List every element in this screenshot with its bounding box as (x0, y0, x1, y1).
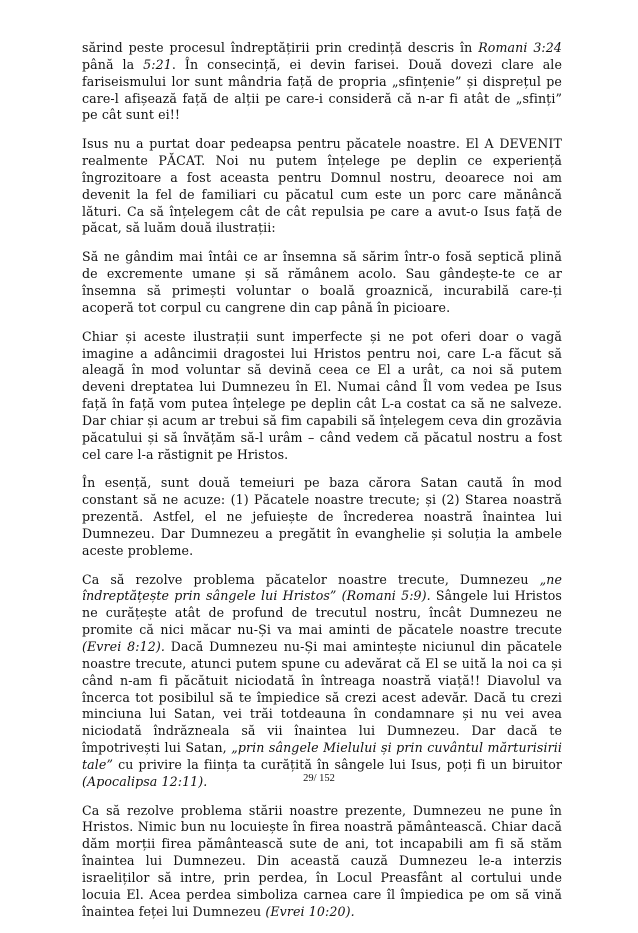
italic-citation: (Evrei 10:20). (265, 903, 355, 919)
italic-citation: Romani 3:24 (478, 40, 563, 55)
document-body (82, 40, 562, 933)
text-segment: Ca să rezolve problema stării noastre prezente, Dumnezeu ne pune în Hristos. Nimic bun nu locuiește în firea noastră pământească. Chiar dacă dăm morții firea pământească sute de ani, tot incapabili am fi să stăm înaintea lui Dumnezeu. Din această cauză Dumnezeu le-a interzis israeliților să intre, prin perdea, în Locul Preasfânt al cortului unde locuia El. Acea perdea simboliza carnea care îl împiedica pe om să vină înaintea feței lui Dumnezeu (82, 802, 562, 919)
text-segment: Dacă Dumnezeu nu-Și mai amintește niciunul din păcatele noastre trecute, atunci putem spune cu adevărat că El se uită la noi ca și când n-am fi păcătuit niciodată în întreaga noastră viață!! Diavolul va încerca tot posibilul să te împiedice să crezi acest adevăr. Dacă tu crezi minciuna lui Satan, vei trăi totdeauna în condamnare și nu vei avea niciodată îndrăzneala să vii înaintea lui Dumnezeu. Dar dacă te împotrivești lui Satan, (82, 639, 562, 756)
paragraph-5 (82, 475, 562, 559)
italic-citation: „ne îndreptățește prin sângele lui Hristos” (Romani 5:9). (82, 571, 562, 604)
text-segment: Să ne gândim mai întâi ce ar însemna să sărim într-o fosă septică plină de excremente umane și să rămânem acolo. Sau gândește-te ce ar însemna să primești voluntar o boală groaznică, incurabilă care-ți acoperă tot corpul cu cangrene din cap până în picioare. (82, 249, 562, 315)
italic-citation: (Apocalipsa 12:11). (82, 773, 208, 789)
text-segment: sărind peste procesul îndreptățirii prin credință descris în (82, 40, 479, 55)
italic-citation: „prin sângele Mielului și prin cuvântul mărturisirii tale” (82, 740, 562, 772)
paragraph-6 (82, 572, 562, 791)
text-segment: Sângele lui Hristos ne curățește atât de profund de trecutul nostru, încât Dumnezeu ne promite că nici măcar nu-Și va mai aminti de păcatele noastre trecute (82, 588, 562, 638)
text-segment: Isus nu a purtat doar pedeapsa pentru păcatele noastre. El A DEVENIT realmente PĂCAT. Noi nu putem înțelege pe deplin ce experiență îngrozitoare a fost aceasta pentru Domnul nostru, deoarece noi am devenit la fel de familiari cu păcatul cum este un porc care mănâncă lături. Ca să înțelegem cât de cât repulsia pe care a avut-o Isus față de păcat, să luăm două ilustrații: (82, 136, 562, 236)
text-segment: până la (82, 56, 144, 72)
text-segment: Chiar și aceste ilustrații sunt imperfecte și ne pot oferi doar o vagă imagine a adâncimii dragostei lui Hristos pentru noi, care L-a făcut să aleagă în mod voluntar să devină ceea ce El a urât, ca noi să putem deveni dreptatea lui Dumnezeu în El. Numai când Îl vom vedea pe Isus față în față vom putea înțelege pe deplin cât L-a costat ca să ne salveze. Dar chiar și acum ar trebui să fim capabili să înțelegem ceva din grozăvia păcatului și să învățăm să-l urâm – când vedem că păcatul nostru a fost cel care l-a răstignit pe Hristos. (82, 328, 562, 462)
paragraph-7 (82, 803, 562, 921)
text-segment: . În consecință, ei devin farisei. Două dovezi clare ale fariseismului lor sunt mândria față de propria „sfințenie” și disprețul pe care-l afișează față de alții pe care-i consideră că n-ar fi atât de „sfinți” pe cât sunt ei!! (82, 56, 562, 123)
text-segment: cu privire la ființa ta curățită în sângele lui Isus, poți fi un biruitor (113, 756, 562, 772)
paragraph-1 (82, 40, 562, 124)
italic-citation: (Evrei 8:12). (82, 639, 165, 654)
text-segment: Ca să rezolve problema păcatelor noastre trecute, Dumnezeu (82, 571, 540, 587)
italic-citation: 5:21 (143, 56, 172, 72)
paragraph-2 (82, 136, 562, 237)
text-segment: În esență, sunt două temeiuri pe baza cărora Satan caută în mod constant să ne acuze: (1) Păcatele noastre trecute; și (2) Starea noastră prezentă. Astfel, el ne jefuiește de încrederea noastră înaintea lui Dumnezeu. Dar Dumnezeu a pregătit în evanghelie și soluția la ambele aceste probleme. (82, 475, 562, 558)
page-number: 29/ 152 (303, 773, 335, 784)
paragraph-4 (82, 329, 562, 464)
paragraph-3 (82, 249, 562, 316)
